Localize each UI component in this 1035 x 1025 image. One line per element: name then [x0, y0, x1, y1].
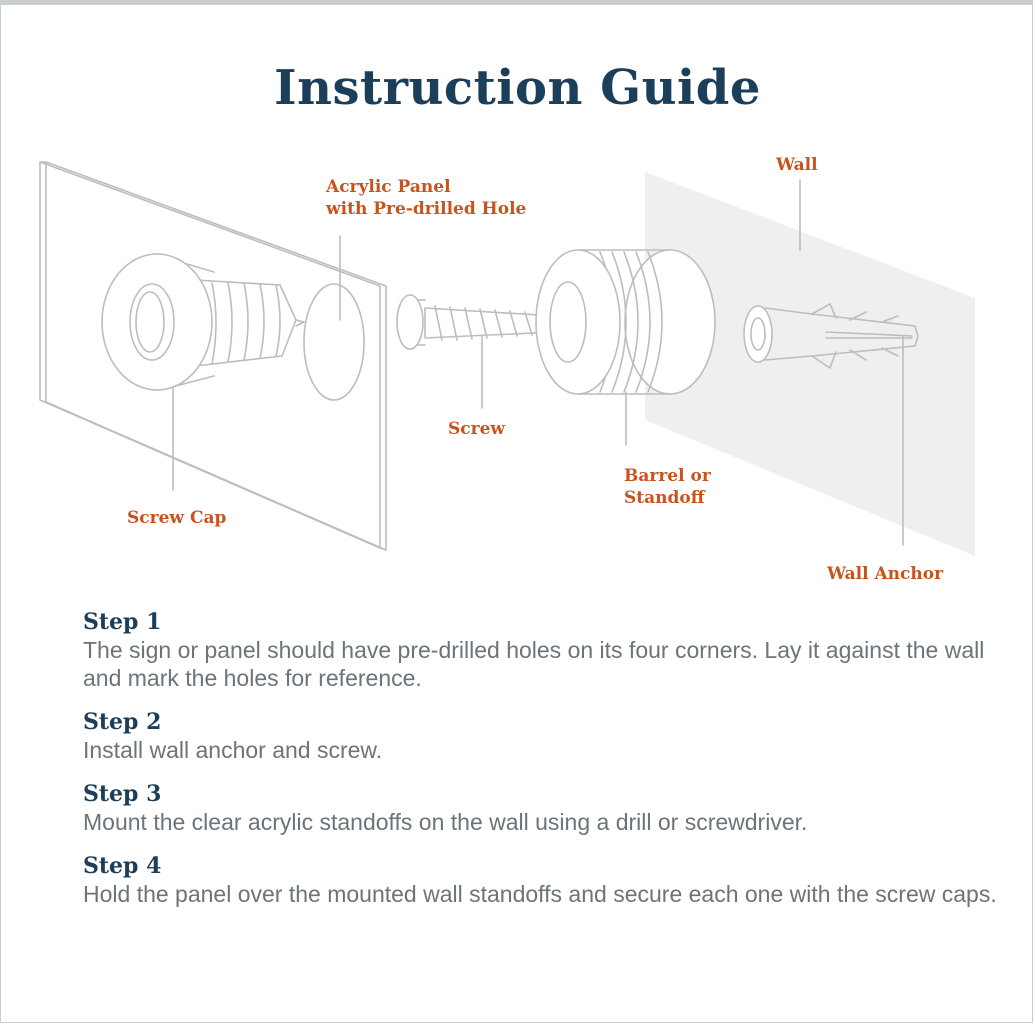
label-barrel-line-2: Standoff	[624, 488, 705, 508]
step-4	[83, 852, 1003, 908]
label-acrylic-panel	[326, 176, 526, 220]
label-barrel-line-1: Barrel or	[624, 466, 711, 486]
label-screw: Screw	[448, 419, 506, 439]
step-text: Install wall anchor and screw.	[83, 737, 383, 763]
steps-list	[83, 608, 1003, 924]
label-screw-cap: Screw Cap	[127, 508, 227, 528]
step-title: Step 1	[83, 609, 162, 635]
step-title: Step 2	[83, 709, 162, 735]
label-wall-anchor: Wall Anchor	[827, 564, 944, 584]
barrel-standoff-illustration	[536, 250, 715, 394]
label-wall: Wall	[776, 155, 818, 175]
step-title: Step 4	[83, 853, 162, 879]
step-text: Hold the panel over the mounted wall standoffs and secure each one with the screw caps.	[83, 881, 997, 907]
label-acrylic-panel-line-1: Acrylic Panel	[326, 177, 451, 197]
step-text: Mount the clear acrylic standoffs on the wall using a drill or screwdriver.	[83, 809, 808, 835]
step-title: Step 3	[83, 781, 162, 807]
label-barrel	[624, 465, 711, 509]
step-text: The sign or panel should have pre-drilled holes on its four corners. Lay it against the wall and mark the holes for reference.	[83, 637, 985, 691]
step-1	[83, 608, 1003, 692]
step-3	[83, 780, 1003, 836]
label-acrylic-panel-line-2: with Pre-drilled Hole	[326, 199, 527, 219]
step-2	[83, 708, 1003, 764]
screw-cap-illustration	[102, 254, 304, 390]
page-title: Instruction Guide	[274, 60, 761, 116]
